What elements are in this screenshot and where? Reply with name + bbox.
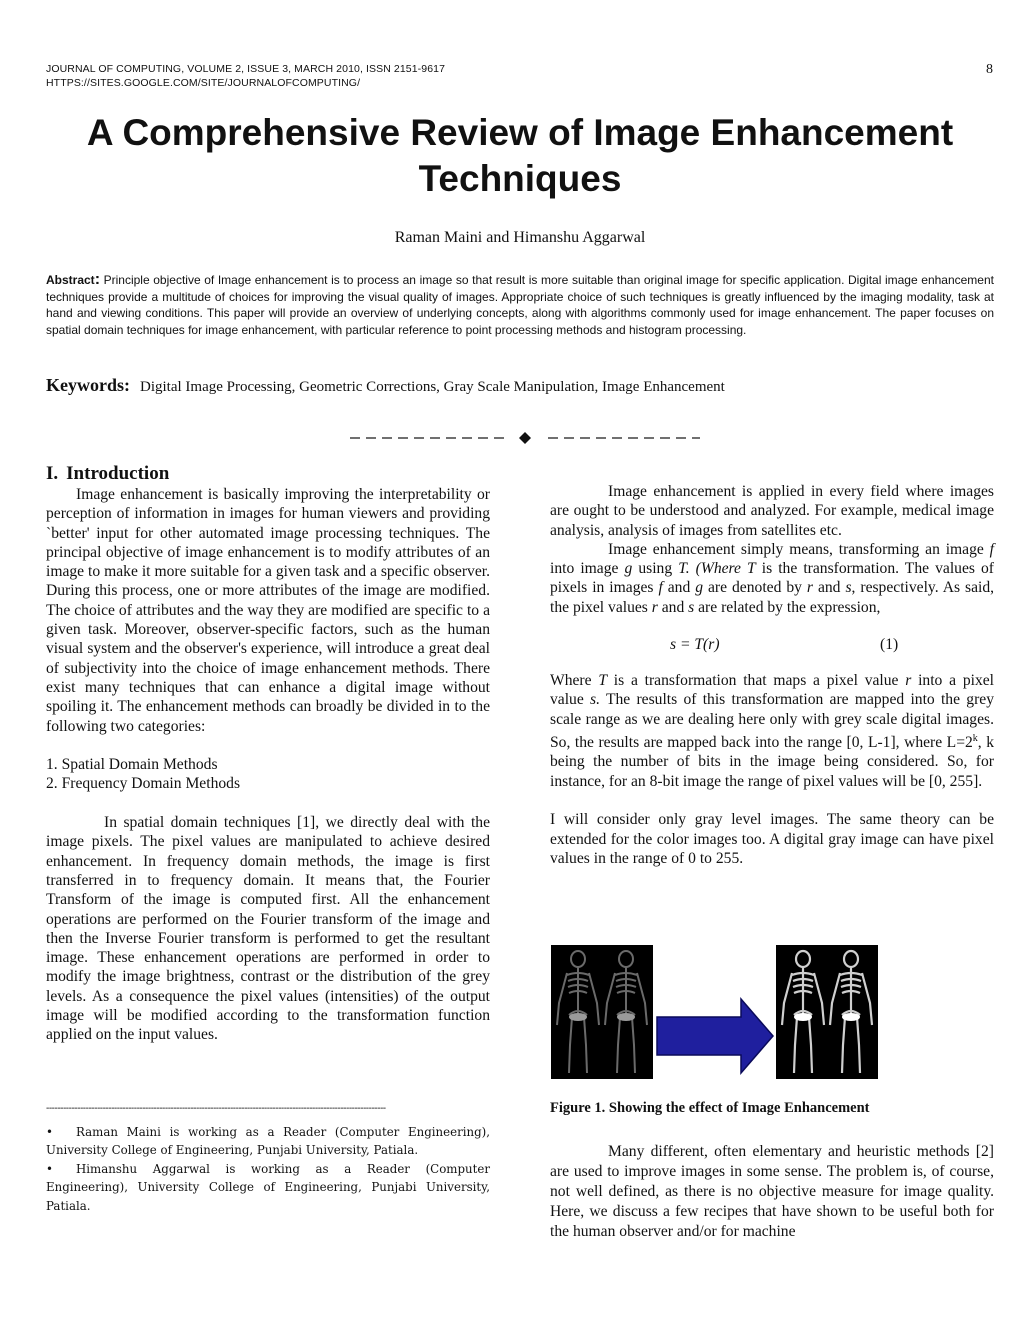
keywords — [46, 375, 725, 396]
category-list — [46, 755, 490, 794]
bullet-icon: • — [46, 1161, 53, 1176]
list-item: 1. Spatial Domain Methods — [46, 756, 218, 774]
footnote-text: Himanshu Aggarwal is working as a Reader (Computer Engineering), University College of Engineering, Punjabi University, Patiala. — [46, 1161, 490, 1213]
right-column — [550, 482, 994, 868]
keywords-text: Digital Image Processing, Geometric Corrections, Gray Scale Manipulation, Image Enhancement — [140, 379, 725, 395]
right-paragraph-5: Many different, often elementary and heuristic methods [2] are used to improve images in some sense. The problem is, of course, not well defined, as there is no objective measure for image quality. Here, we discuss a few recipes that have shown to be useful both for the human observer and/or for machine — [550, 1143, 994, 1240]
section-number: I. — [46, 463, 59, 484]
figure-1 — [551, 945, 881, 1079]
page-number: 8 — [986, 62, 993, 77]
right-paragraph-2: Image enhancement simply means, transforming an image f into image g using T. (Where T is the transformation. The values of pixels in images f and g are denoted by r and s, respectively. As said, the pixel values r and s are related by the expression, — [550, 540, 995, 616]
section-title: Introduction — [66, 463, 170, 484]
bullet-icon: • — [46, 1124, 53, 1139]
paper-authors: Raman Maini and Himanshu Aggarwal — [394, 229, 646, 246]
equation-expression: s = T(r) — [670, 636, 720, 654]
footnote-item — [46, 1160, 490, 1216]
footnotes — [46, 1100, 490, 1215]
keywords-label: Keywords: — [46, 375, 130, 395]
equation-1 — [550, 635, 994, 657]
figure-caption: Figure 1. Showing the effect of Image Enhancement — [550, 1100, 870, 1116]
abstract-colon: : — [94, 271, 101, 288]
footnote-item — [46, 1123, 490, 1160]
abstract-text: Principle objective of Image enhancement is to process an image so that result is more suitable than original image for specific application. Digital image enhancement techniques provide a multitude of choices for improving the visual quality of images. Appropriate choice of such techniques is greatly influenced by the imaging modality, task at hand and viewing conditions. This paper will provide an overview of underlying concepts, along with algorithms commonly used for image enhancement. The paper focuses on spatial domain techniques for image enhancement, with particular reference to point processing methods and histogram processing. — [46, 273, 994, 337]
section-separator — [340, 428, 700, 448]
left-column — [46, 463, 490, 1045]
section-heading-introduction — [46, 463, 490, 485]
abstract-label: Abstract — [46, 273, 95, 287]
arrow-right-icon — [655, 997, 775, 1075]
right-column-continued — [550, 1142, 994, 1242]
intro-paragraph-2: In spatial domain techniques [1], we directly deal with the image pixels. The pixel values are manipulated to achieve desired enhancement. In frequency domain methods, the image is first transferred in to frequency domain. It means that, the Fourier Transform of the image is computed first. All the enhancement operations are performed on the Fourier transform of the image and then the Inverse Fourier transform is performed to get the resultant image. These enhancement operations are performed in order to modify the image brightness, contrast or the distribution of the grey levels. As a consequence the pixel values (intensities) of the output image will be modified according to the transformation function applied on the input values. — [46, 814, 490, 1044]
journal-line-1: JOURNAL OF COMPUTING, VOLUME 2, ISSUE 3, MARCH 2010, ISSN 2151-9617 — [46, 63, 446, 75]
abstract — [46, 272, 994, 338]
right-paragraph-3: Where T is a transformation that maps a pixel value r into a pixel value s. The results of this transformation are mapped into the grey scale range as we are dealing here only with grey scale digital images. So, the results are mapped back into the range [0, L-1], where $L=2^k$, k being the number of bits in the image being considered. So, for instance, for an 8-bit image the range of pixel values will be [0, 255]. — [550, 672, 995, 790]
intro-paragraph-1: Image enhancement is basically improving the interpretability or perception of information in images for human viewers and providing `better' input for other automated image processing techniques. The principal objective of image enhancement is to modify attributes of an image to make it more suitable for a given task and a specific observer. During this process, one or more attributes of the image are modified. The choice of attributes and the way they are modified are specific to a given task. Moreover, observer-specific factors, such as the human visual system and the observer's experience, will introduce a great deal of subjectivity into the choice of image enhancement methods. There exist many techniques that can enhance a digital image without spoiling it. The enhancement methods can broadly be divided in to the following two categories: — [46, 486, 490, 735]
equation-number: (1) — [880, 636, 899, 654]
footnote-text: Raman Maini is working as a Reader (Computer Engineering), University College of Engineering, Punjabi University, Patiala. — [46, 1124, 490, 1157]
diamond-icon — [519, 432, 531, 444]
footnote-rule: ------------------------------------------------------------------------------------------------------------------------ — [46, 1103, 386, 1114]
paper-title: A Comprehensive Review of Image Enhancement Techniques — [86, 112, 954, 199]
xray-image-original — [551, 945, 653, 1079]
right-paragraph-4: I will consider only gray level images. The same theory can be extended for the color images too. A digital gray image can have pixel values in the range of 0 to 255. — [550, 811, 994, 867]
journal-header — [46, 62, 445, 90]
right-paragraph-1: Image enhancement is applied in every field where images are ought to be understood and analyzed. For example, medical image analysis, analysis of images from satellites etc. — [550, 483, 994, 539]
journal-line-2: HTTPS://SITES.GOOGLE.COM/SITE/JOURNALOFCOMPUTING/ — [46, 77, 361, 89]
list-item: 2. Frequency Domain Methods — [46, 775, 241, 793]
xray-image-enhanced — [776, 945, 878, 1079]
